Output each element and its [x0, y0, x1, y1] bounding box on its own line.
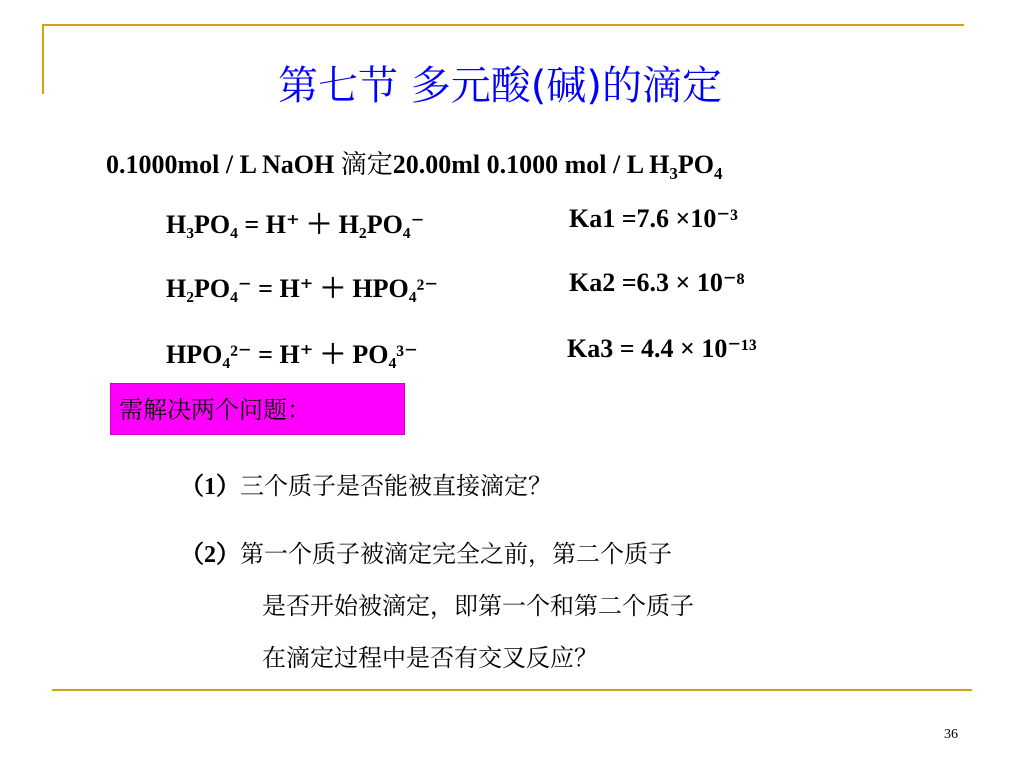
setup-part1: 0.1000mol / L NaOH [106, 150, 341, 179]
bottom-rule [52, 689, 972, 691]
question-1-number: （1） [180, 474, 240, 500]
equilibrium-2-constant: Ka2 =6.3 × 10⁻⁸ [569, 268, 745, 297]
equilibrium-3-constant: Ka3 = 4.4 × 10⁻¹³ [567, 334, 757, 363]
equilibrium-1-equation: H₃PO₄ = H⁺ ＋ H₂PO₄⁻ [166, 210, 425, 239]
questions-heading-box: 需解决两个问题： [110, 383, 405, 435]
equilibrium-3-equation: HPO₄²⁻ = H⁺ ＋ PO₄³⁻ [166, 340, 418, 369]
setup-part3: PO [677, 150, 714, 179]
question-2-line-2: 是否开始被滴定，即第一个和第二个质子 [262, 592, 694, 620]
equilibrium-1-constant: Ka1 =7.6 ×10⁻³ [569, 204, 738, 233]
setup-part2: 20.00ml 0.1000 mol / L H [392, 150, 670, 179]
question-1 [180, 466, 552, 501]
setup-sub1: 3 [669, 164, 678, 184]
question-1-text: 三个质子是否能被直接滴定？ [240, 472, 552, 500]
question-2-line-3: 在滴定过程中是否有交叉反应？ [262, 644, 598, 672]
slide-title: 第七节 多元酸(碱)的滴定 [278, 63, 722, 109]
top-rule [42, 24, 964, 26]
question-2-line-1: 第一个质子被滴定完全之前，第二个质子 [240, 540, 672, 568]
equilibrium-2-equation: H₂PO₄⁻ = H⁺ ＋ HPO₄²⁻ [166, 274, 439, 303]
setup-sub2: 4 [713, 164, 723, 184]
setup-cjk: 滴定 [340, 150, 393, 180]
titration-setup [106, 144, 723, 184]
page-number: 36 [944, 727, 958, 742]
question-2 [180, 534, 672, 569]
question-2-number: （2） [180, 542, 240, 568]
